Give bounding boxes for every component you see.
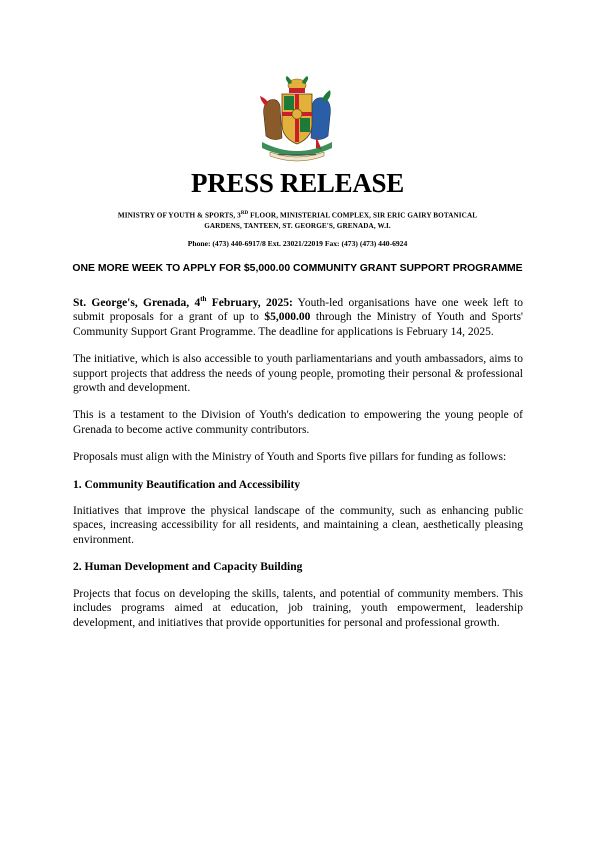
dateline-end: February, 2025: xyxy=(206,297,293,309)
paragraph-initiative: The initiative, which is also accessible to youth parliamentarians and youth ambassadors, aims to support projects that address the needs of young people, promoting their personal & professional growth and development. xyxy=(73,353,523,395)
release-body xyxy=(73,296,523,643)
pillar-2-heading: 2. Human Development and Capacity Building xyxy=(73,561,303,574)
grenada-coat-of-arms-icon xyxy=(256,76,338,164)
address-ordinal: RD xyxy=(240,211,249,216)
paragraph-intro xyxy=(73,296,523,339)
pillar-2-text: Projects that focus on developing the skills, talents, and potential of community members. This includes programs aimed at education, job training, youth empowerment, leadership development, and initiatives that provide opportunities for personal and professional growth. xyxy=(73,587,523,629)
address-line1-end: FLOOR, MINISTERIAL COMPLEX, SIR ERIC GAIRY BOTANICAL xyxy=(248,211,478,220)
press-release-title: PRESS RELEASE xyxy=(191,168,404,198)
ministry-address xyxy=(70,208,525,232)
pillar-1-text: Initiatives that improve the physical landscape of the community, such as enhancing public spaces, increasing accessibility for all residents, and maintaining a clean, aesthetically pleasing environment. xyxy=(73,505,523,546)
dateline-ordinal: th xyxy=(200,295,207,304)
grant-amount: $5,000.00 xyxy=(264,311,311,324)
intro-text-start: Youth-led organisations have one week left to submit proposals for a grant of up to xyxy=(73,297,523,324)
intro-text-end: through the Ministry of Youth and Sports' Community Support Grant Programme. The deadline for applications is February 14, 2025. xyxy=(73,311,524,338)
address-line1-start: MINISTRY OF YOUTH & SPORTS, 3 xyxy=(117,211,241,220)
address-line2: GARDENS, TANTEEN, ST. GEORGE'S, GRENADA, W.I. xyxy=(204,222,391,231)
release-headline: ONE MORE WEEK TO APPLY FOR $5,000.00 COMMUNITY GRANT SUPPORT PROGRAMME xyxy=(72,263,523,274)
pillar-1-heading: 1. Community Beautification and Accessibility xyxy=(73,478,301,491)
paragraph-pillars-intro: Proposals must align with the Ministry of Youth and Sports five pillars for funding as follows: xyxy=(73,451,507,464)
paragraph-testament: This is a testament to the Division of Youth's dedication to empowering the young people of Grenada to become active community contributors. xyxy=(73,409,523,436)
dateline xyxy=(73,297,293,309)
contact-line: Phone: (473) 440-6917/8 Ext. 23021/22019 Fax: (473) (473) 440-6924 xyxy=(187,239,408,248)
dateline-start: St. George's, Grenada, 4 xyxy=(73,297,201,309)
